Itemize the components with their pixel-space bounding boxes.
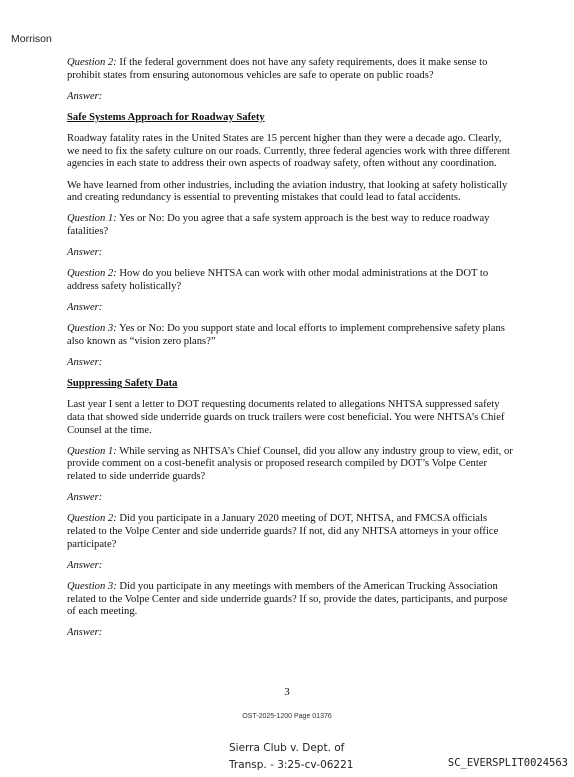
question	[67, 57, 513, 82]
section-heading: Safe Systems Approach for Roadway Safety	[67, 111, 265, 123]
question-label: Question 2:	[67, 57, 117, 68]
case-caption	[229, 740, 353, 774]
question-text: While serving as NHTSA’s Chief Counsel, did you allow any industry group to view, edit, or provide comment on a cost-benefit analysis or proposed research compiled by DOT’s Volpe Center related to side underride guards?	[67, 445, 513, 482]
question-text: Did you participate in any meetings with members of the American Trucking Association related to the Volpe Center and side underride guards? If so, provide the dates, participants, and purpose of each meeting.	[67, 580, 508, 618]
question-text: Did you participate in a January 2020 meeting of DOT, NHTSA, and FMCSA officials related to the Volpe Center and side underride guards? If not, did any NHTSA attorneys in your office participate?	[67, 513, 499, 550]
paragraph: We have learned from other industries, including the aviation industry, that looking at safety holistically and creating redundancy is essential to preventing mistakes that could lead to fatal accidents.	[67, 179, 508, 204]
question	[67, 268, 513, 293]
document-id: OST-2025-1200 Page 01376	[242, 713, 332, 720]
question-text: If the federal government does not have any safety requirements, does it make sense to prohibit states from ensuring autonomous vehicles are safe to operate on public roads?	[67, 57, 488, 81]
question-text: Yes or No: Do you agree that a safe system approach is the best way to reduce roadway fatalities?	[67, 213, 490, 237]
answer-label: Answer:	[67, 90, 103, 102]
header-name: Morrison	[11, 33, 52, 45]
paragraph: Roadway fatality rates in the United States are 15 percent higher than they were a decade ago. Clearly, we need to fix the safety culture on our roads. Currently, three federal agencies work with three different agencies in each state to address their own aspects of roadway safety, often without any coordination.	[67, 133, 510, 170]
question	[67, 513, 513, 551]
question-label: Question 2:	[67, 513, 117, 525]
question	[67, 213, 513, 238]
case-caption-line: Sierra Club v. Dept. of	[229, 742, 345, 754]
answer-label: Answer:	[67, 357, 103, 369]
case-caption-line: Transp. - 3:25-cv-06221	[229, 759, 354, 771]
bates-number: SC_EVERSPLIT0024563	[447, 757, 568, 769]
document-body	[67, 57, 513, 648]
question	[67, 323, 513, 348]
page-number: 3	[284, 686, 290, 698]
question-label: Question 3:	[67, 580, 117, 592]
question-label: Question 1:	[67, 445, 117, 457]
answer-label: Answer:	[67, 559, 103, 571]
answer-label: Answer:	[67, 627, 103, 639]
paragraph: Last year I sent a letter to DOT requesting documents related to allegations NHTSA suppressed safety data that showed side underride guards on truck trailers were cost beneficial. You were NHTSA’s Chief Counsel at the time.	[67, 399, 505, 436]
question	[67, 446, 513, 484]
section-heading: Suppressing Safety Data	[67, 378, 178, 390]
question-text: How do you believe NHTSA can work with other modal administrations at the DOT to address safety holistically?	[67, 268, 489, 292]
question	[67, 581, 513, 619]
question-label: Question 3:	[67, 323, 117, 335]
question-label: Question 2:	[67, 268, 117, 280]
answer-label: Answer:	[67, 302, 103, 314]
answer-label: Answer:	[67, 247, 103, 259]
question-label: Question 1:	[67, 213, 117, 225]
answer-label: Answer:	[67, 492, 103, 504]
question-text: Yes or No: Do you support state and local efforts to implement comprehensive safety plans also known as “vision zero plans?”	[67, 323, 505, 347]
